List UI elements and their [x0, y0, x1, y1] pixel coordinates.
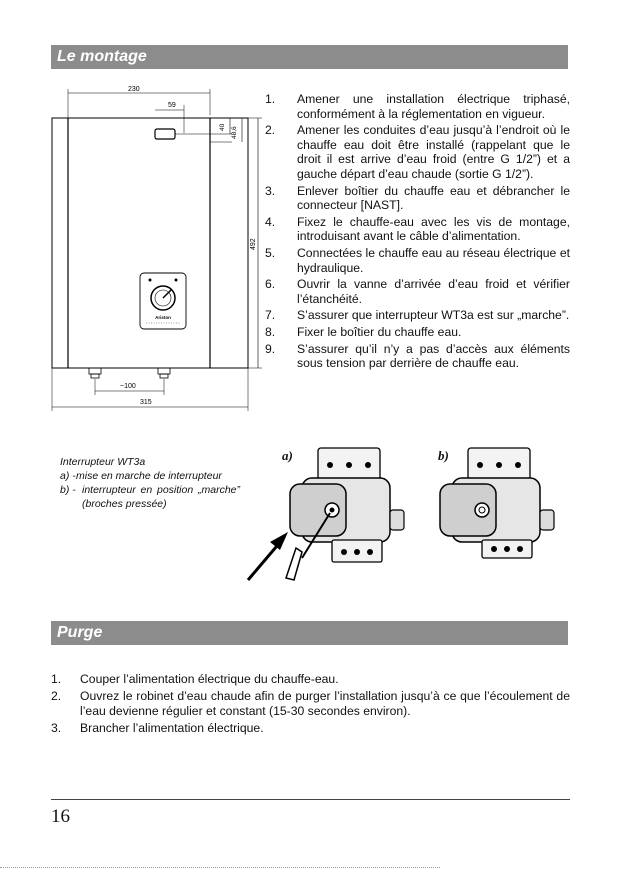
- switch-illustration-a: [240, 440, 420, 590]
- section-title-purge: Purge: [51, 621, 568, 645]
- dim-40: 40: [219, 123, 226, 131]
- list-item: 6. Ouvrir la vanne d’arrivée d’eau froid et vérifier l’étanchéité.: [265, 277, 570, 306]
- list-item: 1. Couper l’alimentation électrique du chauffe-eau.: [51, 672, 339, 686]
- caption-item-b: b) - interrupteur en position „marche” (broches pressée): [60, 484, 240, 510]
- list-item: 9. S’assurer qu’il n’y a pas d’accès aux éléments sous tension par derrière de chauffe eau.: [265, 341, 570, 371]
- list-item: 4. Fixez le chauffe-eau avec les vis de montage, introduisant avant le câble d’alimentation.: [265, 214, 570, 244]
- switch-caption: [60, 455, 240, 511]
- montage-steps-list: [265, 92, 570, 373]
- switch-illustration-b: [420, 440, 570, 560]
- caption-item-a: a) - mise en marche de interrupteur: [60, 470, 222, 482]
- water-heater-drawing: [40, 85, 265, 415]
- fig-label-a: a): [282, 448, 293, 463]
- footer-rule: [51, 799, 570, 800]
- list-item: 5. Connectées le chauffe eau au réseau électrique et hydraulique.: [265, 245, 570, 275]
- dim-48: 48,6: [231, 126, 238, 139]
- dim-approx: ~100: [120, 383, 136, 390]
- list-item: 7. S’assurer que interrupteur WT3a est sur „marche”.: [265, 308, 570, 323]
- list-item: 3. Enlever boîtier du chauffe eau et débrancher le connecteur [NAST].: [265, 183, 570, 213]
- dim-width-top: 230: [128, 86, 140, 93]
- section-title-montage: Le montage: [51, 45, 568, 69]
- dim-height: 492: [250, 238, 257, 250]
- page-number: 16: [51, 806, 70, 827]
- dim-width-bottom: 315: [140, 399, 152, 406]
- list-item: 8. Fixer le boîtier du chauffe eau.: [265, 324, 462, 339]
- dim-offset: 59: [168, 102, 176, 109]
- list-item: 1. Amener une installation électrique triphasé, conformément à la réglementation en vigueur.: [265, 92, 570, 121]
- list-item: 2. Amener les conduites d’eau jusqu’à l’endroit où le chauffe eau doit être installé (rappelant que le droit il est arrive d’eau froid (entre G 1/2”) et a gauche départ d’eau chaude (sortie G 1/2”).: [265, 123, 570, 181]
- purge-steps-list: [51, 672, 570, 738]
- list-item: 3. Brancher l’alimentation électrique.: [51, 721, 264, 735]
- brand-label: Ariston: [155, 315, 171, 320]
- fig-label-b: b): [438, 448, 449, 463]
- scan-edge-divider: [0, 867, 440, 871]
- list-item: 2. Ouvrez le robinet d’eau chaude afin de purger l’installation jusqu’à ce que l’écoulement de l’eau devienne régulier et constant (15-30 secondes environ).: [51, 689, 570, 718]
- caption-title: Interrupteur WT3a: [60, 456, 146, 468]
